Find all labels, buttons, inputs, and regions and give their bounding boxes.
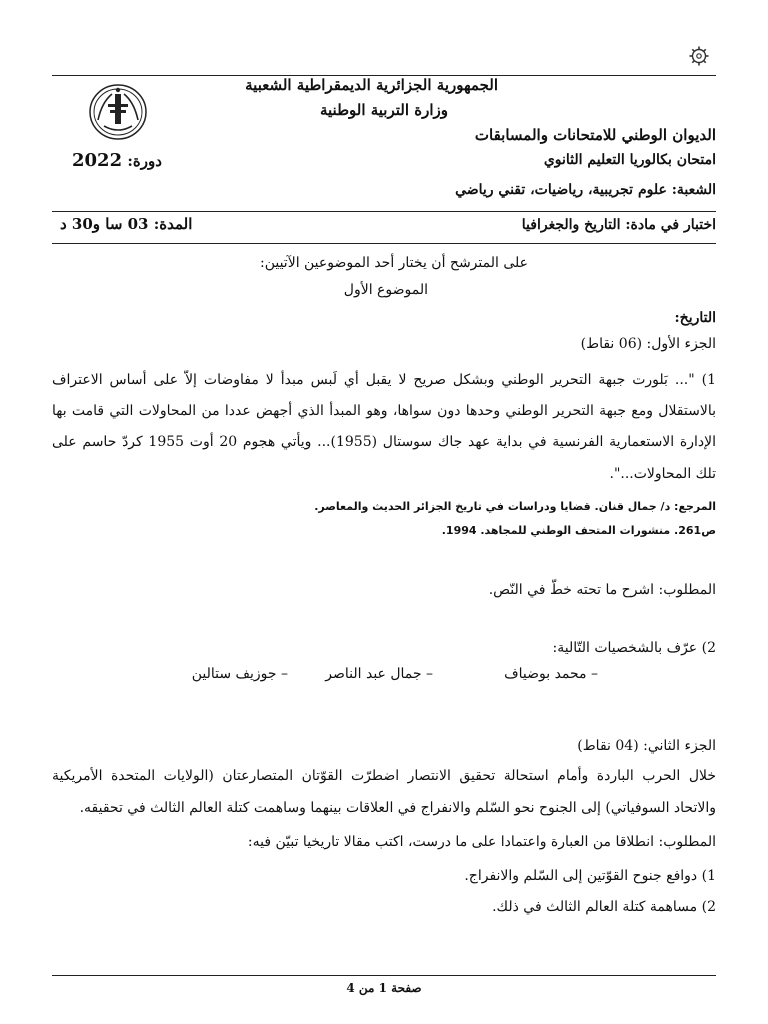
page-number: صفحة 1 من 4 bbox=[346, 981, 422, 995]
part2-heading: الجزء الثاني: (04 نقاط) bbox=[577, 738, 716, 754]
ministry-title: وزارة التربية الوطنية bbox=[319, 101, 448, 119]
duration-info bbox=[60, 215, 192, 233]
part2-item-2: 2) مساهمة كتلة العالم الثالث في ذلك. bbox=[492, 899, 716, 915]
part1-text-line3: الإدارة الاستعمارية الفرنسية في بداية عهد جاك سوستال (1955)... ويأتي هجوم 20 أوت 1955 كردّ حاسم على bbox=[52, 434, 716, 450]
exam-title: امتحان بكالوريا التعليم الثانوي bbox=[543, 152, 716, 168]
republic-title: الجمهورية الجزائرية الديمقراطية الشعبية bbox=[245, 76, 498, 94]
session-info bbox=[72, 150, 162, 171]
person-1: – محمد بوضياف bbox=[504, 666, 598, 682]
part2-task: المطلوب: انطلاقا من العبارة واعتمادا على ما درست، اكتب مقالا تاريخيا تبيّن فيه: bbox=[247, 834, 716, 850]
history-title: التاريخ: bbox=[674, 310, 716, 326]
duration-value: 03 سا و30 د bbox=[60, 215, 149, 233]
part2-text-line1: خلال الحرب الباردة وأمام استحالة تحقيق الانتصار اضطرّت القوّتان المتصارعتان (الولايات المتحدة الأمريكية bbox=[52, 768, 716, 784]
choice-instruction: على المترشح أن يختار أحد الموضوعين الآتيين: bbox=[259, 255, 528, 271]
person-2: – جمال عبد الناصر bbox=[325, 666, 433, 682]
part2-item-1: 1) دوافع جنوح القوّتين إلى السّلم والانفراج. bbox=[464, 868, 716, 884]
session-year: 2022 bbox=[72, 150, 123, 171]
part1-heading: الجزء الأول: (06 نقاط) bbox=[580, 336, 716, 352]
reference-line2: ص261. منشورات المتحف الوطني للمجاهد. 1994. bbox=[441, 524, 716, 537]
footer-rule bbox=[52, 975, 716, 976]
stream-line: الشعبة: علوم تجريبية، رياضيات، تقني رياضي bbox=[455, 182, 716, 198]
ministry-emblem bbox=[86, 80, 150, 144]
topic-title: الموضوع الأول bbox=[343, 282, 428, 298]
subject-line: اختبار في مادة: التاريخ والجغرافيا bbox=[521, 217, 716, 233]
part1-text-line1: 1) "... بَلورت جبهة التحرير الوطني وبشكل صريح لا يقبل أي لَبس مبدأ لا مفاوضات إلاّ على أساس الاعتراف bbox=[52, 372, 716, 388]
gear-icon bbox=[688, 45, 710, 67]
person-3: – جوزيف ستالين bbox=[191, 666, 288, 682]
office-title: الديوان الوطني للامتحانات والمسابقات bbox=[474, 126, 716, 144]
part1-task: المطلوب: اشرح ما تحته خطّ في النّص. bbox=[488, 582, 716, 598]
reference-line1: المرجع: د/ جمال قنان. قضايا ودراسات في تاريخ الجزائر الحديث والمعاصر. bbox=[314, 500, 716, 513]
header-bottom-rule bbox=[52, 243, 716, 244]
part1-text-line4: تلك المحاولات...". bbox=[609, 466, 716, 482]
part2-text-line2: والاتحاد السوفياتي) إلى الجنوح نحو السّلم والانفراج في العلاقات بينهما وساهمت كتلة العالم الثالث في تحقيقه. bbox=[79, 800, 716, 816]
header-mid-rule bbox=[52, 211, 716, 212]
part1-q2: 2) عرّف بالشخصيات التّالية: bbox=[552, 640, 716, 656]
part1-text-line2: بالاستقلال ومع جبهة التحرير الوطني وحدها دون سواها، وهو المبدأ الذي أجهض عددا من المحاولات التي قامت بها bbox=[52, 403, 716, 419]
session-label: دورة: bbox=[127, 152, 162, 170]
duration-label: المدة: bbox=[153, 215, 193, 233]
